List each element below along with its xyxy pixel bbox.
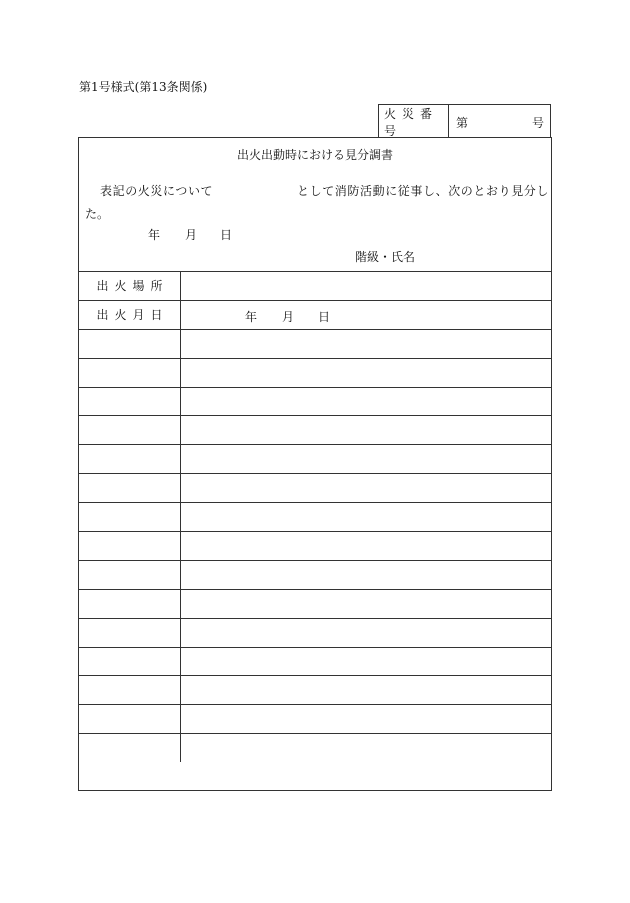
fire-date-month: 月 bbox=[282, 309, 295, 324]
fire-date-field[interactable] bbox=[181, 301, 551, 329]
table-row bbox=[79, 560, 551, 589]
row-value-cell[interactable] bbox=[181, 416, 551, 444]
table-row bbox=[79, 531, 551, 560]
row-label-cell[interactable] bbox=[79, 503, 181, 531]
row-value-cell[interactable] bbox=[181, 561, 551, 589]
row-label-cell[interactable] bbox=[79, 590, 181, 618]
fire-number-box bbox=[378, 104, 551, 138]
table-row bbox=[79, 647, 551, 676]
row-value-cell[interactable] bbox=[181, 619, 551, 647]
declaration-text-3: た。 bbox=[85, 207, 110, 221]
report-table bbox=[79, 271, 551, 762]
row-label-cell[interactable] bbox=[79, 445, 181, 473]
fire-location-label: 出火場所 bbox=[79, 272, 181, 300]
fire-date-label: 出火月日 bbox=[79, 301, 181, 329]
row-value-cell[interactable] bbox=[181, 532, 551, 560]
table-row bbox=[79, 444, 551, 473]
inspection-report-form bbox=[78, 137, 552, 791]
declaration-date-day: 日 bbox=[220, 228, 233, 242]
row-label-cell[interactable] bbox=[79, 532, 181, 560]
row-value-cell[interactable] bbox=[181, 676, 551, 704]
row-label-cell[interactable] bbox=[79, 734, 181, 762]
declaration-text-1: 表記の火災について bbox=[100, 184, 214, 198]
row-label-cell[interactable] bbox=[79, 330, 181, 358]
fire-number-suffix: 号 bbox=[531, 116, 544, 130]
row-label-cell[interactable] bbox=[79, 676, 181, 704]
table-row-fire-location bbox=[79, 271, 551, 300]
form-number-label: 第1号様式(第13条関係) bbox=[79, 80, 208, 94]
row-value-cell[interactable] bbox=[181, 388, 551, 416]
row-value-cell[interactable] bbox=[181, 445, 551, 473]
table-row bbox=[79, 329, 551, 358]
row-label-cell[interactable] bbox=[79, 416, 181, 444]
table-row bbox=[79, 415, 551, 444]
table-row bbox=[79, 704, 551, 733]
table-row bbox=[79, 387, 551, 416]
row-label-cell[interactable] bbox=[79, 359, 181, 387]
row-value-cell[interactable] bbox=[181, 359, 551, 387]
fire-date-day: 日 bbox=[318, 309, 331, 324]
declaration-line-1 bbox=[100, 182, 550, 199]
row-label-cell[interactable] bbox=[79, 705, 181, 733]
fire-location-field[interactable] bbox=[181, 272, 551, 300]
report-title: 出火出動時における見分調書 bbox=[236, 148, 393, 162]
row-value-cell[interactable] bbox=[181, 503, 551, 531]
table-row bbox=[79, 502, 551, 531]
table-row bbox=[79, 675, 551, 704]
table-row-fire-date bbox=[79, 300, 551, 329]
declaration-text-2: として消防活動に従事し、次のとおり見分し bbox=[297, 184, 550, 198]
table-row bbox=[79, 618, 551, 647]
row-value-cell[interactable] bbox=[181, 590, 551, 618]
declaration-date-year: 年 bbox=[148, 228, 161, 242]
row-value-cell[interactable] bbox=[181, 734, 551, 762]
row-value-cell[interactable] bbox=[181, 474, 551, 502]
row-label-cell[interactable] bbox=[79, 388, 181, 416]
row-label-cell[interactable] bbox=[79, 648, 181, 676]
table-row bbox=[79, 473, 551, 502]
table-row bbox=[79, 589, 551, 618]
table-row bbox=[79, 733, 551, 762]
fire-number-label: 火災番号 bbox=[379, 105, 449, 138]
signature-label: 階級・氏名 bbox=[355, 250, 416, 264]
row-value-cell[interactable] bbox=[181, 648, 551, 676]
fire-date-year: 年 bbox=[245, 309, 258, 324]
table-row bbox=[79, 358, 551, 387]
declaration-date-month: 月 bbox=[185, 228, 198, 242]
row-label-cell[interactable] bbox=[79, 561, 181, 589]
row-label-cell[interactable] bbox=[79, 619, 181, 647]
fire-number-prefix: 第 bbox=[456, 116, 469, 130]
row-value-cell[interactable] bbox=[181, 705, 551, 733]
row-value-cell[interactable] bbox=[181, 330, 551, 358]
row-label-cell[interactable] bbox=[79, 474, 181, 502]
